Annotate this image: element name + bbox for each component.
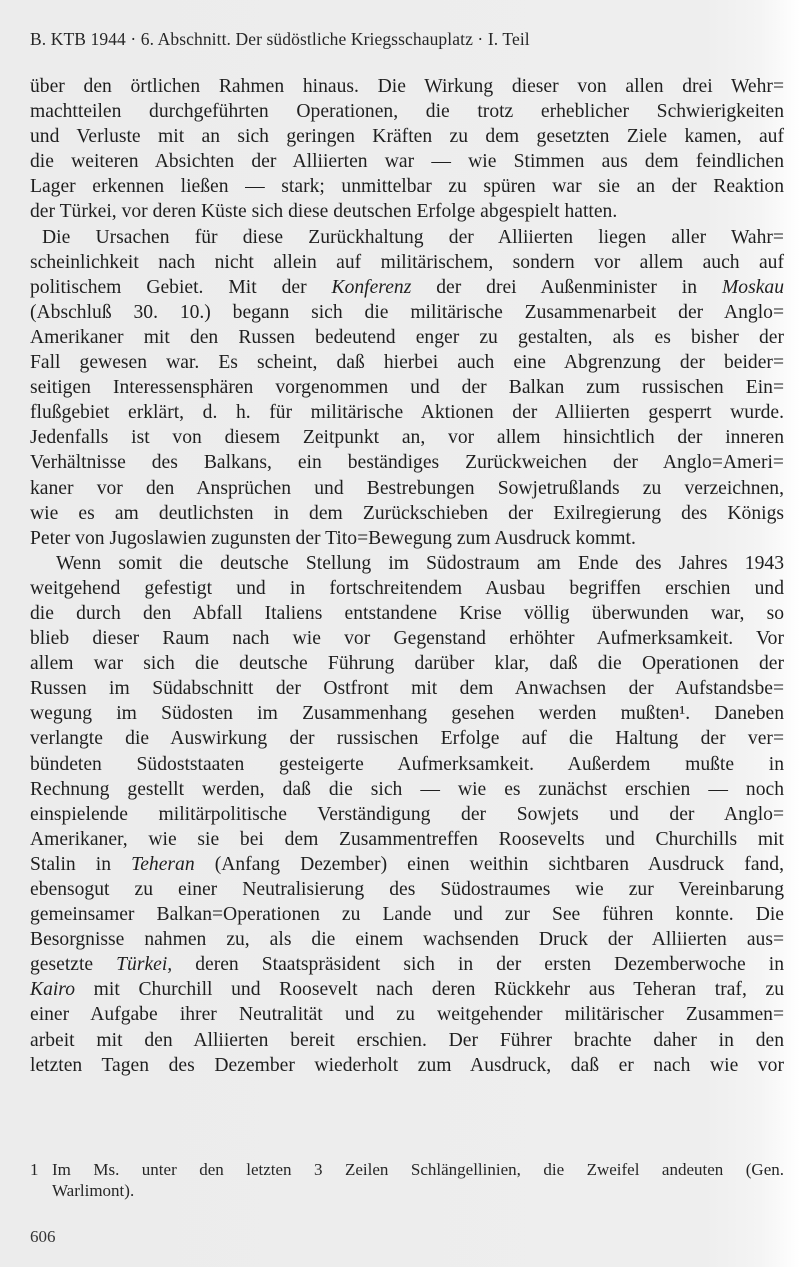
text-line: Jedenfalls ist von diesem Zeitpunkt an, vor allem hinsichtlich der inneren [30,427,784,449]
text-line: über den örtlichen Rahmen hinaus. Die Wirkung dieser von allen drei Wehr= [30,76,784,97]
text-line: machtteilen durchgeführten Operationen, die trotz erheblicher Schwierigkeiten [30,101,784,123]
text-line: gemeinsamer Balkan=Operationen zu Lande und zur See führen konnte. Die [30,904,784,926]
text-line: die weiteren Absichten der Alliierten war — wie Stimmen aus dem feindlichen [30,151,784,173]
text-line: Verhältnisse des Balkans, ein beständiges Zurückweichen der Anglo=Ameri= [30,452,784,474]
text-line: einspielende militärpolitische Verständigung der Sowjets und der Anglo= [30,803,784,825]
text-line: arbeit mit den Alliierten bereit erschien. Der Führer brachte daher in den [30,1029,784,1051]
text-line: Amerikaner, wie sie bei dem Zusammentreffen Roosevelts und Churchills mit [30,828,784,850]
text-line: und Verluste mit an sich geringen Kräften zu dem gesetzten Ziele kamen, auf [30,126,784,148]
footnote-line: Warlimont). [52,1181,135,1200]
text-line: (Abschluß 30. 10.) begann sich die militärische Zusammenarbeit der Anglo= [30,301,784,323]
running-head: B. KTB 1944 · 6. Abschnitt. Der südöstliche Kriegsschauplatz · I. Teil [30,29,530,49]
text-line: Besorgnisse nahmen zu, als die einem wachsenden Druck der Alliierten aus= [30,929,784,951]
text-line: kaner vor den Ansprüchen und Bestrebungen Sowjetrußlands zu verzeichnen, [30,477,784,499]
text-line: bündeten Südoststaaten gesteigerte Aufmerksamkeit. Außerdem mußte in [30,753,784,775]
text-line: letzten Tagen des Dezember wiederholt zum Ausdruck, daß er nach wie vor [30,1054,784,1076]
text-line: Russen im Südabschnitt der Ostfront mit dem Anwachsen der Aufstandsbe= [30,678,784,700]
text-line: wie es am deutlichsten in dem Zurückschieben der Exilregierung des Königs [30,502,784,524]
text-line: allem war sich die deutsche Führung darüber klar, daß die Operationen der [30,653,784,675]
text-line: wegung im Südosten im Zusammenhang gesehen werden mußten¹. Daneben [30,703,784,725]
text-line: einer Aufgabe ihrer Neutralität und zu weitgehender militärischer Zusammen= [30,1004,784,1026]
footnote [30,1159,784,1201]
text-line: seitigen Interessensphären vorgenommen und der Balkan zum russischen Ein= [30,377,784,399]
text-line: Kairo mit Churchill und Roosevelt nach deren Rückkehr aus Teheran traf, zu [30,979,784,1001]
text-line: die durch den Abfall Italiens entstandene Krise völlig überwunden war, so [30,602,784,624]
text-line: blieb dieser Raum nach wie vor Gegenstand erhöhter Aufmerksamkeit. Vor [30,628,784,650]
text-line: Stalin in Teheran (Anfang Dezember) einen weithin sichtbaren Ausdruck fand, [30,853,785,875]
footnote-text [52,1159,784,1201]
text-line: Rechnung gestellt werden, daß die sich — wie es zunächst erschien — noch [30,778,784,800]
text-line: Lager erkennen ließen — stark; unmittelbar zu spüren war sie an der Reaktion [30,176,784,198]
text-line: flußgebiet erklärt, d. h. für militärische Aktionen der Alliierten gesperrt wurde. [30,402,784,424]
text-line: Fall gewesen war. Es scheint, daß hierbei auch eine Abgrenzung der beider= [30,352,784,374]
text-line: Peter von Jugoslawien zugunsten der Tito=Bewegung zum Ausdruck kommt. [30,527,636,549]
text-line: Amerikaner mit den Russen bedeutend enger zu gestalten, als es bisher der [30,326,784,348]
footnote-line: Im Ms. unter den letzten 3 Zeilen Schlängellinien, die Zweifel andeuten (Gen. [52,1160,784,1179]
page-number: 606 [30,1227,56,1246]
text-line: Die Ursachen für diese Zurückhaltung der Alliierten liegen aller Wahr= [42,226,784,248]
text-line: ebensogut zu einer Neutralisierung des Südostraumes wie zur Vereinbarung [30,879,784,900]
text-line: gesetzte Türkei, deren Staatspräsident sich in der ersten Dezemberwoche in [30,954,784,976]
text-line: scheinlichkeit nach nicht allein auf militärischem, sondern vor allem auch auf [30,251,784,273]
footnote-number: 1 [30,1160,39,1179]
text-line: der Türkei, vor deren Küste sich diese deutschen Erfolge abgespielt hatten. [30,201,618,223]
text-line: Wenn somit die deutsche Stellung im Südostraum am Ende des Jahres 1943 [56,552,784,574]
text-line: weitgehend gefestigt und in fortschreitendem Ausbau begriffen erschien und [30,577,784,599]
text-line: politischem Gebiet. Mit der Konferenz der drei Außenminister in Moskau [30,276,784,298]
body-text [30,74,784,1078]
text-line: verlangte die Auswirkung der russischen Erfolge auf die Haltung der ver= [30,728,784,750]
